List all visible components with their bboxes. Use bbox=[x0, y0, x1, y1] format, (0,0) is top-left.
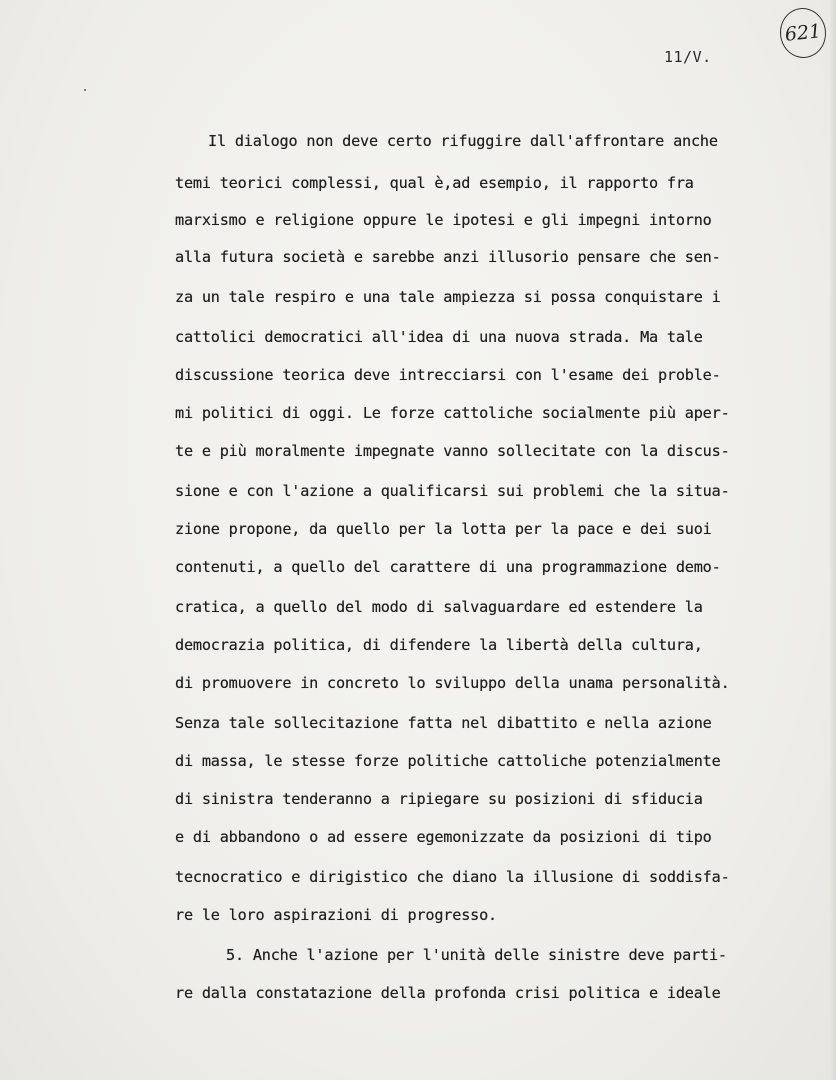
text-line: re dalla constatazione della profonda crisi politica e ideale bbox=[175, 984, 721, 1002]
text-line: re le loro aspirazioni di progresso. bbox=[175, 906, 497, 924]
text-line: Senza tale sollecitazione fatta nel dibattito e nella azione bbox=[175, 714, 712, 732]
text-line: cratica, a quello del modo di salvaguardare ed estendere la bbox=[175, 598, 703, 616]
text-line: di massa, le stesse forze politiche cattoliche potenzialmente bbox=[175, 752, 721, 770]
text-line: sione e con l'azione a qualificarsi sui problemi che la situa- bbox=[175, 482, 730, 500]
page-number: 11/V. bbox=[664, 48, 712, 66]
archive-mark: 621 bbox=[783, 20, 823, 46]
text-line: e di abbandono o ad essere egemonizzate da posizioni di tipo bbox=[175, 828, 712, 846]
text-line: tecnocratico e dirigistico che diano la illusione di soddisfa- bbox=[175, 868, 730, 886]
text-line: temi teorici complessi, qual è,ad esempio, il rapporto fra bbox=[175, 174, 694, 192]
text-line: di sinistra tenderanno a ripiegare su posizioni di sfiducia bbox=[175, 790, 703, 808]
text-line: te e più moralmente impegnate vanno sollecitate con la discus- bbox=[175, 442, 730, 460]
text-line: di promuovere in concreto lo sviluppo della unama personalità. bbox=[175, 674, 730, 692]
text-line: democrazia politica, di difendere la libertà della cultura, bbox=[175, 636, 703, 654]
text-line: cattolici democratici all'idea di una nuova strada. Ma tale bbox=[175, 328, 703, 346]
text-line: discussione teorica deve intrecciarsi con l'esame dei proble- bbox=[175, 366, 721, 384]
text-line: mi politici di oggi. Le forze cattoliche socialmente più aper- bbox=[175, 404, 730, 422]
text-line: contenuti, a quello del carattere di una programmazione demo- bbox=[175, 558, 721, 576]
text-line: zione propone, da quello per la lotta per la pace e dei suoi bbox=[175, 520, 712, 538]
text-line: marxismo e religione oppure le ipotesi e gli impegni intorno bbox=[175, 211, 712, 229]
text-line: 5. Anche l'azione per l'unità delle sinistre deve parti- bbox=[226, 946, 727, 964]
text-line: Il dialogo non deve certo rifuggire dall'affrontare anche bbox=[208, 132, 718, 150]
text-line: za un tale respiro e una tale ampiezza si possa conquistare i bbox=[175, 288, 721, 306]
text-line: alla futura società e sarebbe anzi illusorio pensare che sen- bbox=[175, 248, 721, 266]
